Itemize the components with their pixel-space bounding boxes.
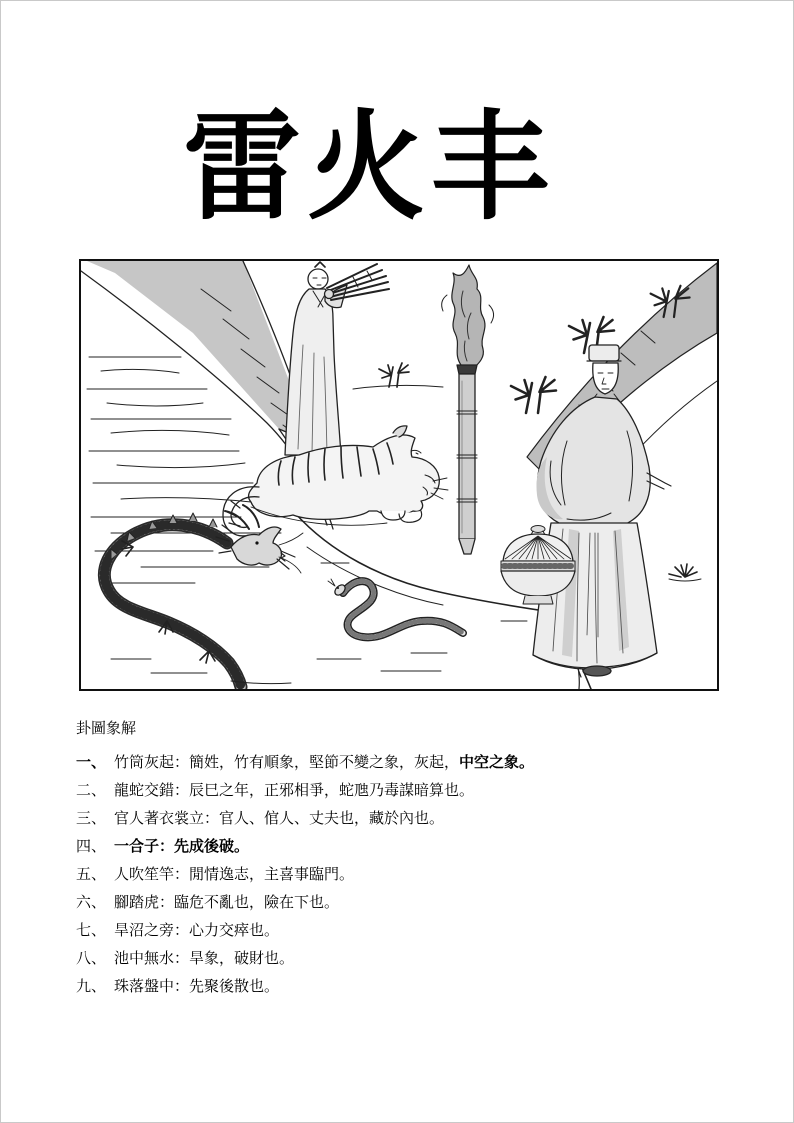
item-text: 腳踏虎：臨危不亂也，險在下也。 <box>114 894 340 911</box>
dragon <box>104 505 303 687</box>
item-text: 人吹笙竿：閒情逸志，主喜事臨門。 <box>114 866 355 883</box>
explanation-list <box>76 753 741 1005</box>
item-number: 六、 <box>76 894 107 911</box>
list-item <box>76 837 741 865</box>
list-item <box>76 753 741 781</box>
list-item <box>76 949 741 977</box>
grass-tuft <box>669 564 701 581</box>
item-number: 三、 <box>76 810 107 827</box>
hexagram-illustration <box>79 259 719 691</box>
item-number: 二、 <box>76 782 107 799</box>
item-number: 一、 <box>76 754 107 771</box>
list-item <box>76 893 741 921</box>
flaming-bamboo-torch <box>442 265 494 554</box>
item-number: 五、 <box>76 866 107 883</box>
list-item <box>76 865 741 893</box>
horizon-line <box>353 385 443 389</box>
snake <box>328 579 463 637</box>
list-item <box>76 781 741 809</box>
illustration-canvas <box>81 261 717 689</box>
list-item <box>76 977 741 1005</box>
explanation-section <box>76 720 741 1005</box>
item-number: 八、 <box>76 950 107 967</box>
item-text: 官人著衣裳立：官人、倌人、丈夫也，藏於內也。 <box>114 810 445 827</box>
item-text: 竹筒灰起：簡姓，竹有順象，堅節不變之象，灰起，中空之象。 <box>114 754 535 771</box>
item-text: 一合子：先成後破。 <box>114 838 250 855</box>
item-number: 九、 <box>76 978 107 995</box>
list-item <box>76 921 741 949</box>
item-number: 七、 <box>76 922 107 939</box>
item-text: 珠落盤中：先聚後散也。 <box>114 978 280 995</box>
item-number: 四、 <box>76 838 107 855</box>
list-item <box>76 809 741 837</box>
explanation-heading: 卦圖象解 <box>76 720 137 737</box>
sheng-player <box>285 262 389 455</box>
item-text: 池中無水：旱象，破財也。 <box>114 950 295 967</box>
item-text: 旱沼之旁：心力交瘁也。 <box>114 922 280 939</box>
page-title: 雷火丰 <box>183 102 556 234</box>
item-text: 龍蛇交錯：辰巳之年，正邪相爭，蛇虺乃毒謀暗算也。 <box>114 782 475 799</box>
